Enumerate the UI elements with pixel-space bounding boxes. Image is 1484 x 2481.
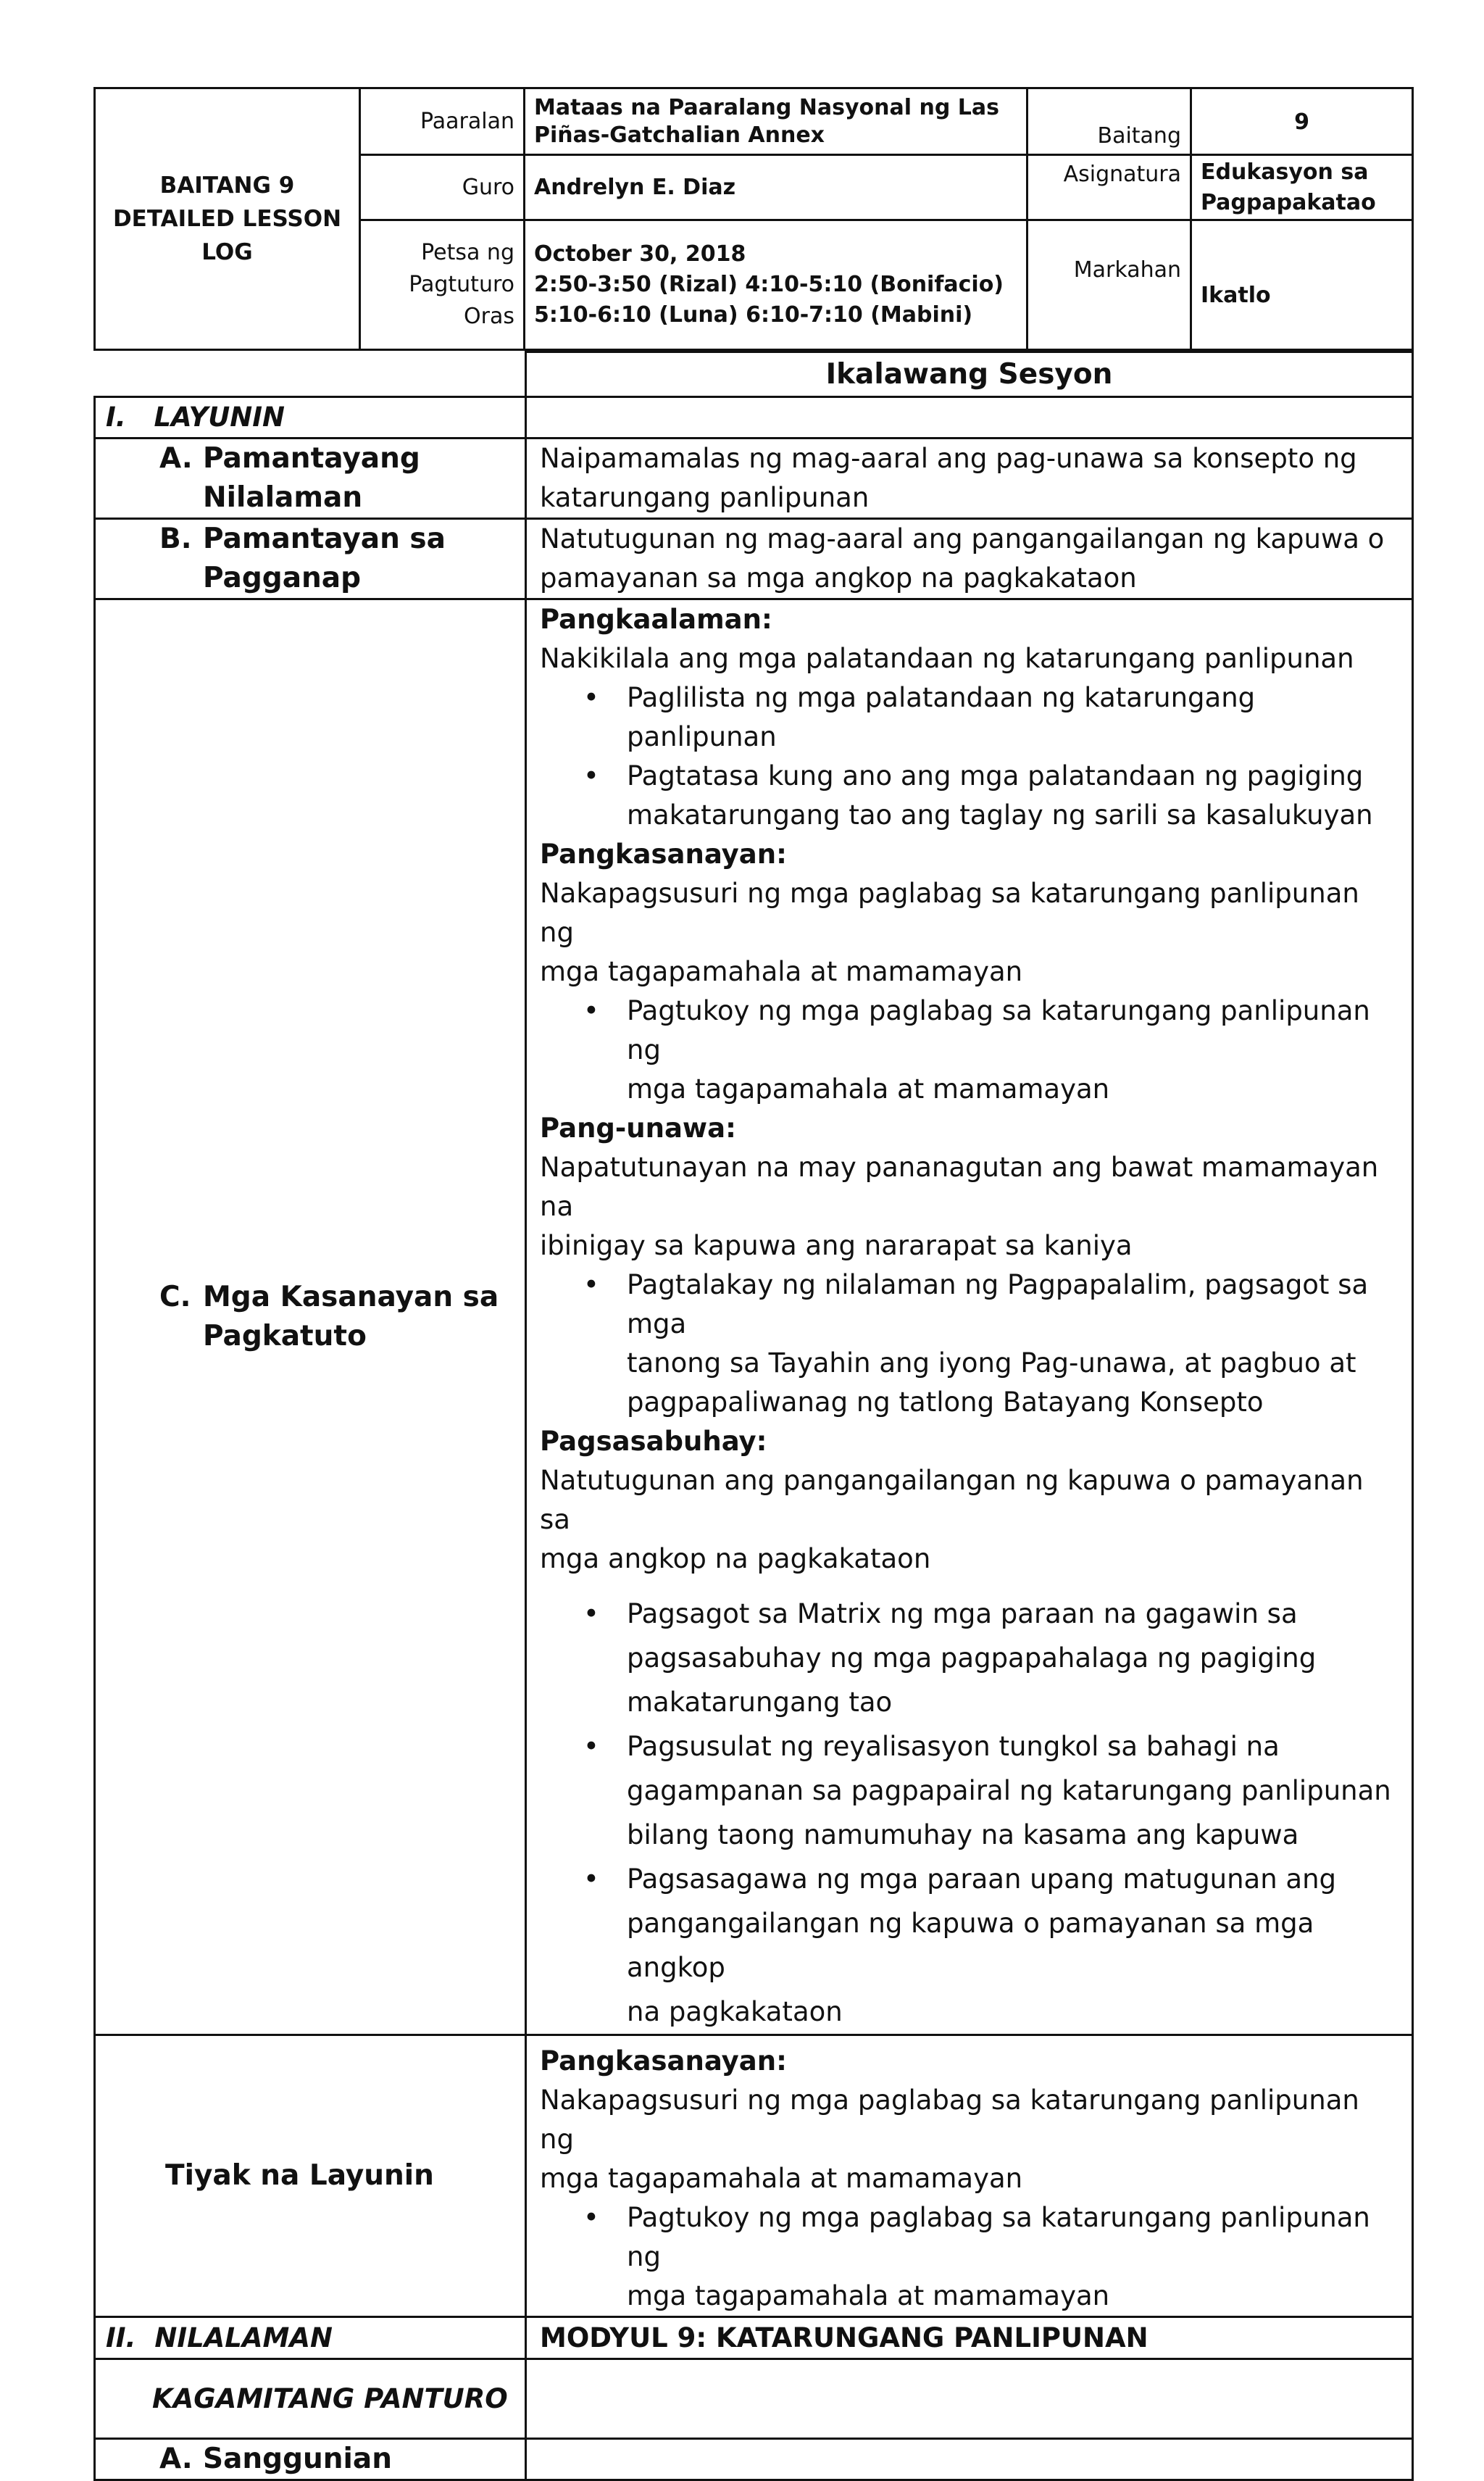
guro-label: Guro: [360, 155, 525, 220]
baitang-value: 9: [1191, 88, 1413, 155]
lesson-content-table: [93, 351, 1414, 2481]
list-item: • Pagsasagawa ng mga paraan upang matugunan ang pangangailangan ng kapuwa o pamayanan sa mga angkop na pagkakataon: [627, 1857, 1398, 2034]
guro-value: Andrelyn E. Diaz: [525, 155, 1027, 220]
pangkaalaman-list: [540, 678, 1398, 835]
markahan-value: Ikatlo: [1191, 220, 1413, 350]
paaralan-label: Paaralan: [360, 88, 525, 155]
tiyak-label: Tiyak na Layunin: [95, 2035, 526, 2317]
list-item: • Pagtukoy ng mga paglabag sa katarungang panlipunan ng mga tagapamahala at mamamayan: [627, 2198, 1398, 2316]
list-item: • Paglilista ng mga palatandaan ng katarungang panlipunan: [627, 678, 1398, 757]
petsa-label: Petsa ng Pagtuturo Oras: [360, 220, 525, 350]
asignatura-value: Edukasyon sa Pagpapakatao: [1191, 155, 1413, 220]
section-nilalaman: II. NILALAMAN: [95, 2317, 526, 2359]
section-kagamitan: KAGAMITANG PANTURO: [95, 2359, 526, 2439]
section-layunin: I. LAYUNIN: [95, 397, 526, 439]
pangkaalaman-heading: Pangkaalaman:: [540, 604, 772, 635]
sanggunian-label: A. Sanggunian: [95, 2439, 526, 2480]
list-item: • Pagtalakay ng nilalaman ng Pagpapalalim, pagsagot sa mga tanong sa Tayahin ang iyong Pag-unawa, at pagbuo at pagpapaliwanag ng tatlong Batayang Konsepto: [627, 1266, 1398, 1422]
list-item: • Pagsusulat ng reyalisasyon tungkol sa bahagi na gagampanan sa pagpapairal ng katarungang panlipunan bilang taong namumuhay na kasama ang kapuwa: [627, 1724, 1398, 1857]
pagsasabuhay-heading: Pagsasabuhay:: [540, 1426, 767, 1457]
lesson-log-title: BAITANG 9 DETAILED LESSON LOG: [95, 88, 360, 350]
kagamitan-blank: [526, 2359, 1413, 2439]
pangunawa-heading: Pang-unawa:: [540, 1113, 736, 1144]
pangkasanayan-list: [540, 992, 1398, 1109]
row-a-label: A. Pamantayang Nilalaman: [95, 439, 526, 519]
list-item: • Pagtukoy ng mga paglabag sa katarungang panlipunan ng mga tagapamahala at mamamayan: [627, 992, 1398, 1109]
row-c-content: Pangkaalaman: Nakikilala ang mga palatandaan ng katarungang panlipunan • Paglilista ng mga palatandaan ng katarungang panlipunan • Pagtatasa kung ano ang mga palatandaan ng pagiging makatarungang tao ang taglay ng sarili sa kasalukuyan Pangkasanayan: Nakapagsusuri ng mga paglabag sa katarungang panlipunan ng mga tagapamahala at mamamayan • Pagtukoy ng mga paglabag sa katarungang panlipunan ng mga tagapamahala at mamamayan Pang-unawa: Napatutunayan na may pananagutan ang bawat mamamayan na ibinigay sa kapuwa ang nararapat sa kaniya • Pagtalakay ng nilalaman ng Pagpapalalim, pagsagot sa mga tanong sa Tayahin ang iyong Pag-unawa, at pagbuo at pagpapaliwanag ng tatlong Batayang Konsepto Pagsasabuhay: Natutugunan ang pangangailangan ng kapuwa o pamayanan sa mga angkop na pagkakataon • Pagsagot sa Matrix ng mga paraan na gagawin sa pagsasabuhay ng mga pagpapahalaga ng pagiging makatarungang tao • Pagsusulat ng reyalisasyon tungkol sa bahagi na gagampanan sa pagpapairal ng katarungang panlipunan bilang taong namumuhay na kasama ang kapuwa • Pagsasagawa ng mga paraan upang matugunan ang pangangailangan ng kapuwa o pamayanan sa mga angkop na pagkakataon: [526, 599, 1413, 2035]
petsa-value: October 30, 2018 2:50-3:50 (Rizal) 4:10-5:10 (Bonifacio) 5:10-6:10 (Luna) 6:10-7:10 (Mabini): [525, 220, 1027, 350]
pangkaalaman-text: Nakikilala ang mga palatandaan ng katarungang panlipunan: [540, 643, 1354, 674]
pangkasanayan-heading: Pangkasanayan:: [540, 839, 787, 870]
pagsasabuhay-list: [540, 1592, 1398, 2034]
row-b-content: Natutugunan ng mag-aaral ang pangangailangan ng kapuwa o pamayanan sa mga angkop na pagkakataon: [526, 519, 1413, 599]
tiyak-list: [540, 2198, 1398, 2316]
asignatura-label: Asignatura: [1027, 155, 1191, 220]
list-item: • Pagtatasa kung ano ang mga palatandaan ng pagiging makatarungang tao ang taglay ng sarili sa kasalukuyan: [627, 757, 1398, 835]
row-a-content: Naipamamalas ng mag-aaral ang pag-unawa sa konsepto ng katarungang panlipunan: [526, 439, 1413, 519]
session-blank-cell: [95, 352, 526, 397]
session-title: Ikalawang Sesyon: [526, 352, 1413, 397]
sanggunian-blank: [526, 2439, 1413, 2480]
paaralan-value: Mataas na Paaralang Nasyonal ng Las Piñas-Gatchalian Annex: [525, 88, 1027, 155]
row-c-label: C. Mga Kasanayan sa Pagkatuto: [95, 599, 526, 2035]
pangunawa-list: [540, 1266, 1398, 1422]
row-b-label: B. Pamantayan sa Pagganap: [95, 519, 526, 599]
markahan-label: Markahan: [1027, 220, 1191, 350]
layunin-blank: [526, 397, 1413, 439]
nilalaman-value: MODYUL 9: KATARUNGANG PANLIPUNAN: [526, 2317, 1413, 2359]
tiyak-content: Pangkasanayan: Nakapagsusuri ng mga paglabag sa katarungang panlipunan ng mga tagapamahala at mamamayan • Pagtukoy ng mga paglabag sa katarungang panlipunan ng mga tagapamahala at mamamayan: [526, 2035, 1413, 2317]
baitang-label: Baitang: [1027, 88, 1191, 155]
lesson-header-table: [93, 87, 1414, 351]
list-item: • Pagsagot sa Matrix ng mga paraan na gagawin sa pagsasabuhay ng mga pagpapahalaga ng pagiging makatarungang tao: [627, 1592, 1398, 1724]
